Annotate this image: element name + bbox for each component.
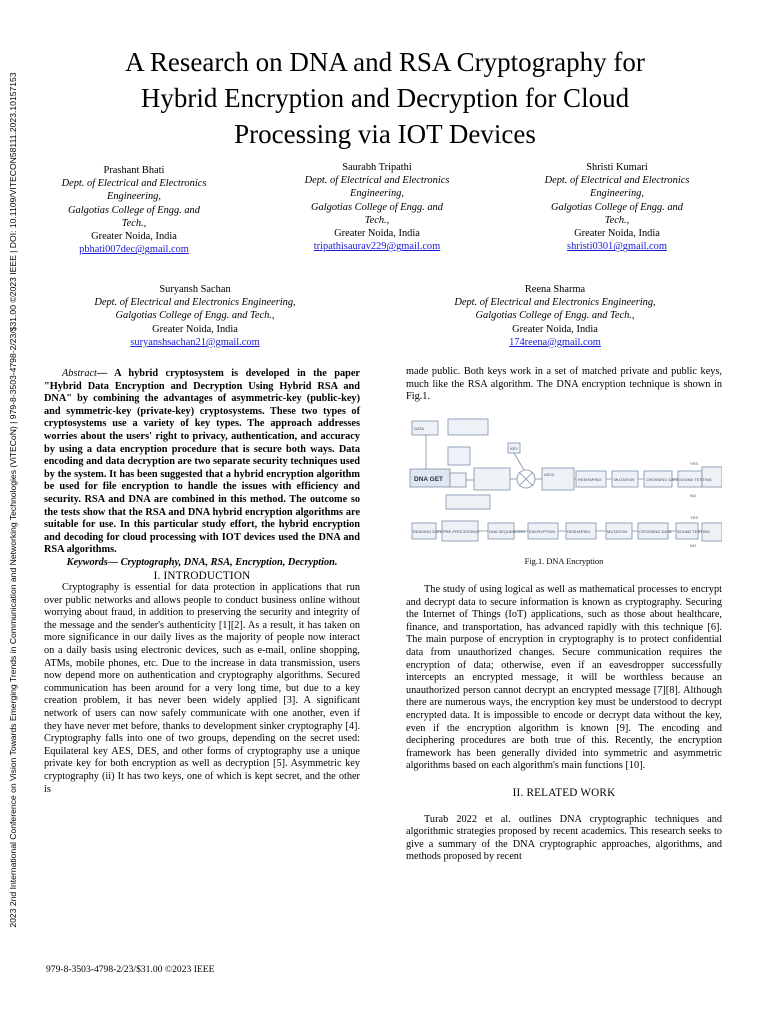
author-affiliation: Galgotias College of Engg. and [311, 201, 443, 213]
author-email-link[interactable]: tripathisaurav229@gmail.com [313, 241, 441, 253]
author-name: Reena Sharma [524, 284, 586, 295]
section-heading-introduction: I. INTRODUCTION [153, 569, 251, 582]
author-name: Suryansh Sachan [159, 284, 231, 295]
author-city: Greater Noida, India [512, 323, 598, 335]
label-yes: YES [690, 461, 699, 466]
step-box [448, 447, 470, 465]
author-affiliation: Galgotias College of Engg. and Tech., [115, 310, 275, 322]
abstract-label: Abstract [62, 368, 97, 379]
author-affiliation: Engineering, [107, 191, 161, 203]
title-line-1: A Research on DNA and RSA Cryptography for [125, 47, 645, 77]
author-email-link[interactable]: shristi0301@gmail.com [567, 241, 667, 253]
author-affiliation: Dept. of Electrical and Electronics [304, 175, 450, 187]
author-email-link[interactable]: 174reena@gmail.com [509, 336, 601, 348]
input-data-box [448, 419, 488, 435]
label-preprocess: PRE-PROCESSING [443, 529, 480, 534]
author-email-link[interactable]: suryanshsachan21@gmail.com [130, 336, 260, 348]
right-column-body [406, 584, 722, 864]
author-affiliation: Tech., [121, 217, 147, 229]
author-name: Saurabh Tripathi [342, 162, 412, 173]
author-city: Greater Noida, India [152, 323, 238, 335]
figure-caption: Fig.1. DNA Encryption [524, 557, 604, 566]
label-sound-2: SOUND TESTING [677, 529, 710, 534]
author-affiliation: Dept. of Electrical and Electronics [61, 178, 207, 190]
doi-sidebar-text: 2023 2nd International Conference on Vision Towards Emerging Trends in Communication and Networking Technologies (ViTECoN) | 979-8-3503-4798-2/23/$31.00 ©2023 IEEE | DOI: 10.1109/VITECON58111.2023.10157153 [8, 72, 18, 928]
label-input: DATA [414, 426, 425, 431]
title-line-3: Processing via IOT Devices [234, 119, 536, 149]
cryptography-paragraph: The study of using logical as well as mathematical processes to encrypt and decrypt data to secure information is known as cryptography. Securing the Internet of Things (IoT) applications, such as those about healthcare, finance, and transportation, has advanced rapidly with this technique [6]. The main purpose of encryption in cryptography is to protect confidential data from unauthorized changes. Secure communication requires the encryption of data; otherwise, even if an eavesdropper successfully intercepts an encrypted message, it will be worthless because an unauthorized person cannot decrypt an encrypted message [7][8]. Although there are numerous ways, the encryption key must be understood to decrypt encrypted data. It is impossible to encode or decrypt data without the key, even if the encryption algorithm is known [9]. The encoding and deciphering procedures are both true of this. Recently, the encryption framework has been generally divided into symmetric and asymmetric algorithms based on each algorithm's main functions [10]. [406, 584, 722, 772]
author-city: Greater Noida, India [91, 231, 177, 243]
svg-text:ASCII: ASCII [544, 472, 555, 477]
author-block [420, 283, 690, 349]
flowchart-diagram [406, 413, 722, 549]
label-crossing-2: CROSSING DATA [639, 529, 672, 534]
author-name: Shristi Kumari [586, 162, 648, 173]
label-encryption: ENCRYPTION [529, 529, 556, 534]
author-affiliation: Tech., [604, 214, 630, 226]
author-affiliation: Dept. of Electrical and Electronics [544, 175, 690, 187]
label-no: NO [690, 493, 696, 498]
copyright-footer: 979-8-3503-4798-2/23/$31.00 ©2023 IEEE [46, 964, 215, 975]
step-box [474, 468, 510, 490]
keywords-text: — Cryptography, DNA, RSA, Encryption, Decryption. [107, 556, 338, 568]
dna-encryption-figure [406, 413, 722, 549]
keywords-label: Keywords [66, 556, 108, 568]
right-column-top [406, 366, 722, 404]
label-dna-get: DNA GET [414, 476, 444, 483]
author-email-link[interactable]: pbhati007dec@gmail.com [79, 244, 189, 256]
abstract-text: — A hybrid cryptosystem is developed in the paper "Hybrid Data Encryption and Decryption Using Hybrid RSA and DNA" by combining the advantages of asymmetric-key (public-key) and symmetric-key (private-key) cryptosystems. These two types of cryptosystems use a variety of key types. The approach addresses worries about the users' right to privacy, authentication, and accuracy by using a data encryption procedure that is secure both ways. Data encoding and data decryption are two separate security techniques used by the system. It has been suggested that a hybrid encryption algorithm be used for file encryption to handle the issues with efficiency and security. RSA and DNA are combined in this method. The outcome so the tests show that the RSA and DNA hybrid encryption algorithms are suitable for use. In this particular study effort, the hybrid encryption and decoding for cloud processing with IOT devices used the DNA and RSA algorithms. [44, 368, 360, 556]
author-affiliation: Galgotias College of Engg. and [551, 201, 683, 213]
label-dna-seq: DNA SEQUENCING [489, 529, 526, 534]
author-block [44, 164, 224, 256]
label-crossing: CROSSING DATA [646, 477, 679, 482]
author-affiliation: Galgotias College of Engg. and Tech., [475, 310, 635, 322]
doi-sidebar [2, 20, 24, 980]
label-reading: READING DATA [413, 529, 443, 534]
continued-paragraph: made public. Both keys work in a set of matched private and public keys, much like the RSA algorithm. The DNA encryption technique is shown in Fig.1. [406, 366, 722, 403]
author-city: Greater Noida, India [574, 228, 660, 240]
label-sound: SOUND TESTING [679, 477, 712, 482]
related-work-paragraph: Turab 2022 et al. outlines DNA cryptographic techniques and algorithmic strategies proposed by recent academics. This research seeks to give a summary of the DNA cryptographic approaches, algorithms, and methods proposed by recent [406, 813, 722, 863]
abstract [44, 368, 360, 557]
label-mutation: MUTATION [614, 477, 635, 482]
author-block [522, 161, 712, 253]
author-affiliation: Engineering, [590, 188, 644, 200]
author-affiliation: Galgotias College of Engg. and [68, 204, 200, 216]
title-line-2: Hybrid Encryption and Decryption for Cloud [140, 83, 630, 113]
section-heading-related-work: II. RELATED WORK [512, 786, 616, 799]
author-affiliation: Engineering, [350, 188, 404, 200]
label-no-2: NO [690, 543, 696, 548]
step-box [450, 473, 466, 487]
author-affiliation: Dept. of Electrical and Electronics Engineering, [454, 297, 656, 309]
author-block [282, 161, 472, 253]
paper-title [60, 44, 710, 152]
keywords [44, 557, 360, 570]
label-reshaping: RESHAPING [578, 477, 602, 482]
label-reshaping-2: RESHAPING [567, 529, 591, 534]
label-mutation-2: MUTATION [607, 529, 628, 534]
author-affiliation: Dept. of Electrical and Electronics Engineering, [94, 297, 296, 309]
introduction-paragraph: Cryptography is essential for data protection in applications that run over public networks and allows people to conduct business online without worrying about fraud, in addition to preserving the security and integrity of the message and the sender's authenticity [1][2]. As a result, it has taken on more significance in our daily lives as the majority of people now interact on a daily basis using electronic devices, such as e-mail, online shopping, ATMs, mobile phones, etc. Due to the increase in data transmission, users now depend more on authentication and cryptography algorithms. Secured communication has been around for a very long time, but due to a key creation problem, it has never been widely applied [3]. A significant network of users can now safely communicate with one another, even if they have never met before, thanks to development sinker cryptography [4]. Cryptography falls into one of two groups, depending on the secret used: Equilateral key AES, DES, and other forms of cryptography use a unique private key for both encryption as well as decryption [5]. Asymmetric key cryptography (ii) It has two keys, one of which is kept secret, and the other is [44, 582, 360, 795]
step-box [446, 495, 490, 509]
left-column [44, 368, 360, 796]
author-affiliation: Tech., [364, 214, 390, 226]
label-key: KEY [510, 446, 519, 451]
author-city: Greater Noida, India [334, 228, 420, 240]
author-name: Prashant Bhati [103, 165, 165, 176]
author-block [60, 283, 330, 349]
label-yes-2: YES [690, 515, 699, 520]
